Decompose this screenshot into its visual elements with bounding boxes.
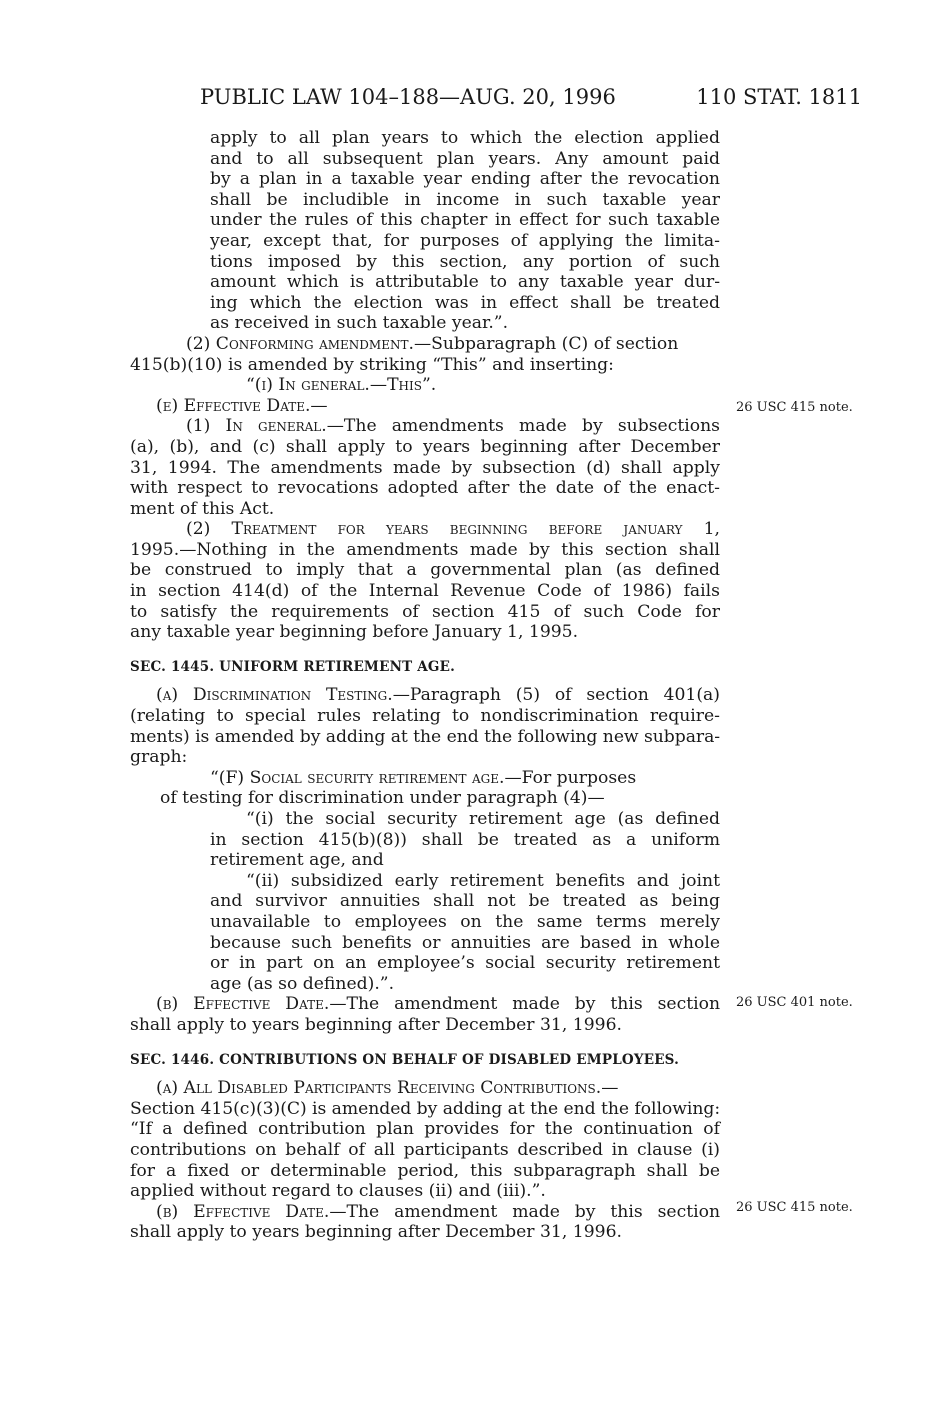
clause-ii xyxy=(130,871,720,995)
text-line: “If a defined contribution plan provides for the continuation of xyxy=(130,1119,720,1140)
text-line: amount which is attributable to any taxable year dur- xyxy=(210,272,720,293)
paragraph-heading: (2) Conforming amendment. xyxy=(186,333,414,354)
text-line: tions imposed by this section, any portion of such xyxy=(210,251,720,272)
paragraph-heading: (b) Effective Date. xyxy=(156,1201,330,1222)
text-line: or in part on an employee’s social security retirement xyxy=(210,953,720,974)
text-line: shall be includible in income in such taxable year xyxy=(210,189,720,210)
paragraph-heading: (2) Treatment for years beginning before january 1, xyxy=(186,519,720,540)
text-run: —The amendments made by subsections xyxy=(326,416,720,437)
text-line: in section 415(b)(8)) shall be treated as a uniform xyxy=(210,829,720,850)
text-line: any taxable year beginning before January 1, 1995. xyxy=(130,622,579,643)
text-line: retirement age, and xyxy=(210,850,384,871)
text-line: be construed to imply that a governmental plan (as defined xyxy=(130,560,720,581)
text-line: 31, 1994. The amendments made by subsection (d) shall apply xyxy=(130,457,720,478)
paragraph-heading: “(F) Social security retirement age. xyxy=(210,767,505,788)
paragraph-heading: (b) Effective Date. xyxy=(156,994,330,1015)
text-run: —The amendment made by this section xyxy=(329,994,721,1015)
text-line: because such benefits or annuities are based in whole xyxy=(210,932,720,953)
text-run: —For purposes xyxy=(504,767,637,788)
public-law-citation: PUBLIC LAW 104–188—AUG. 20, 1996 xyxy=(200,85,616,109)
text-line: “(ii) subsidized early retirement benefits and joint xyxy=(246,870,720,891)
paragraph-heading: (a) Discrimination Testing. xyxy=(156,685,393,706)
text-line: shall apply to years beginning after December 31, 1996. xyxy=(130,1222,622,1243)
text-line: for a fixed or determinable period, this subparagraph shall be xyxy=(130,1160,720,1181)
text-line: and to all subsequent plan years. Any amount paid xyxy=(210,148,720,169)
text-line: as received in such taxable year.”. xyxy=(210,313,509,334)
text-run: —Paragraph (5) of section 401(a) xyxy=(392,685,721,706)
text-line: apply to all plan years to which the election applied xyxy=(210,128,720,148)
text-line: applied without regard to clauses (ii) and (iii).”. xyxy=(130,1181,546,1202)
text-run: —The amendment made by this section xyxy=(329,1201,721,1222)
text-line: “(i) In general.—This”. xyxy=(246,375,437,396)
continued-paragraph xyxy=(130,128,720,334)
margin-note: 26 USC 401 note. xyxy=(736,995,853,1010)
text-line: to satisfy the requirements of section 415 of such Code for xyxy=(130,601,720,622)
text-line: shall apply to years beginning after December 31, 1996. xyxy=(130,1014,622,1035)
paragraph-heading: (a) All Disabled Participants Receiving Contributions. xyxy=(156,1078,602,1099)
text-line: with respect to revocations adopted after the date of the enact- xyxy=(130,478,720,499)
section-heading: SEC. 1445. UNIFORM RETIREMENT AGE. xyxy=(130,658,456,675)
disabled-participants-paragraph xyxy=(130,1078,720,1202)
text-line: (a), (b), and (c) shall apply to years beginning after December xyxy=(130,436,720,457)
subparagraph-f xyxy=(130,768,720,809)
text-line: and survivor annuities shall not be treated as being xyxy=(210,891,720,912)
text-line: unavailable to employees on the same terms merely xyxy=(210,911,720,932)
paragraph-heading: (1) In general. xyxy=(186,416,327,437)
text-line: in section 414(d) of the Internal Revenue Code of 1986) fails xyxy=(130,581,720,602)
text-line: graph: xyxy=(130,747,188,768)
text-line: ments) is amended by adding at the end the following new subpara- xyxy=(130,726,721,747)
text-line: by a plan in a taxable year ending after the revocation xyxy=(210,169,720,190)
subsection-heading: (e) Effective Date.— xyxy=(156,395,328,416)
clause-i xyxy=(130,809,720,871)
text-line: “(i) the social security retirement age (as defined xyxy=(246,809,720,829)
text-line: Section 415(c)(3)(C) is amended by adding at the end the following: xyxy=(130,1098,721,1119)
effective-date-1445 xyxy=(130,994,720,1035)
conforming-amendment-paragraph xyxy=(130,334,720,396)
discrimination-testing-paragraph xyxy=(130,685,720,767)
statute-page-number: 110 STAT. 1811 xyxy=(696,85,862,109)
text-line: of testing for discrimination under paragraph (4)— xyxy=(160,788,605,809)
text-line: ment of this Act. xyxy=(130,498,275,519)
text-run: —Subparagraph (C) of section xyxy=(413,333,679,354)
text-line: 1995.—Nothing in the amendments made by this section shall xyxy=(130,539,720,560)
effective-date-paragraph-2 xyxy=(130,519,720,643)
document-body xyxy=(130,128,720,1243)
text-line: ing which the election was in effect shall be treated xyxy=(210,292,720,313)
margin-note: 26 USC 415 note. xyxy=(736,1200,853,1215)
effective-date-1446 xyxy=(130,1202,720,1243)
text-line: (relating to special rules relating to nondiscrimination require- xyxy=(130,706,720,727)
text-line: contributions on behalf of all participants described in clause (i) xyxy=(130,1139,720,1160)
text-run: — xyxy=(601,1078,619,1099)
text-line: 415(b)(10) is amended by striking “This” and inserting: xyxy=(130,354,614,375)
text-line: under the rules of this chapter in effect for such taxable xyxy=(210,210,720,231)
text-line: age (as so defined).”. xyxy=(210,973,395,994)
section-heading: SEC. 1446. CONTRIBUTIONS ON BEHALF OF DISABLED EMPLOYEES. xyxy=(130,1051,680,1068)
text-line: year, except that, for purposes of applying the limita- xyxy=(210,230,720,251)
margin-note: 26 USC 415 note. xyxy=(736,400,853,415)
effective-date-paragraph-1 xyxy=(130,416,720,519)
